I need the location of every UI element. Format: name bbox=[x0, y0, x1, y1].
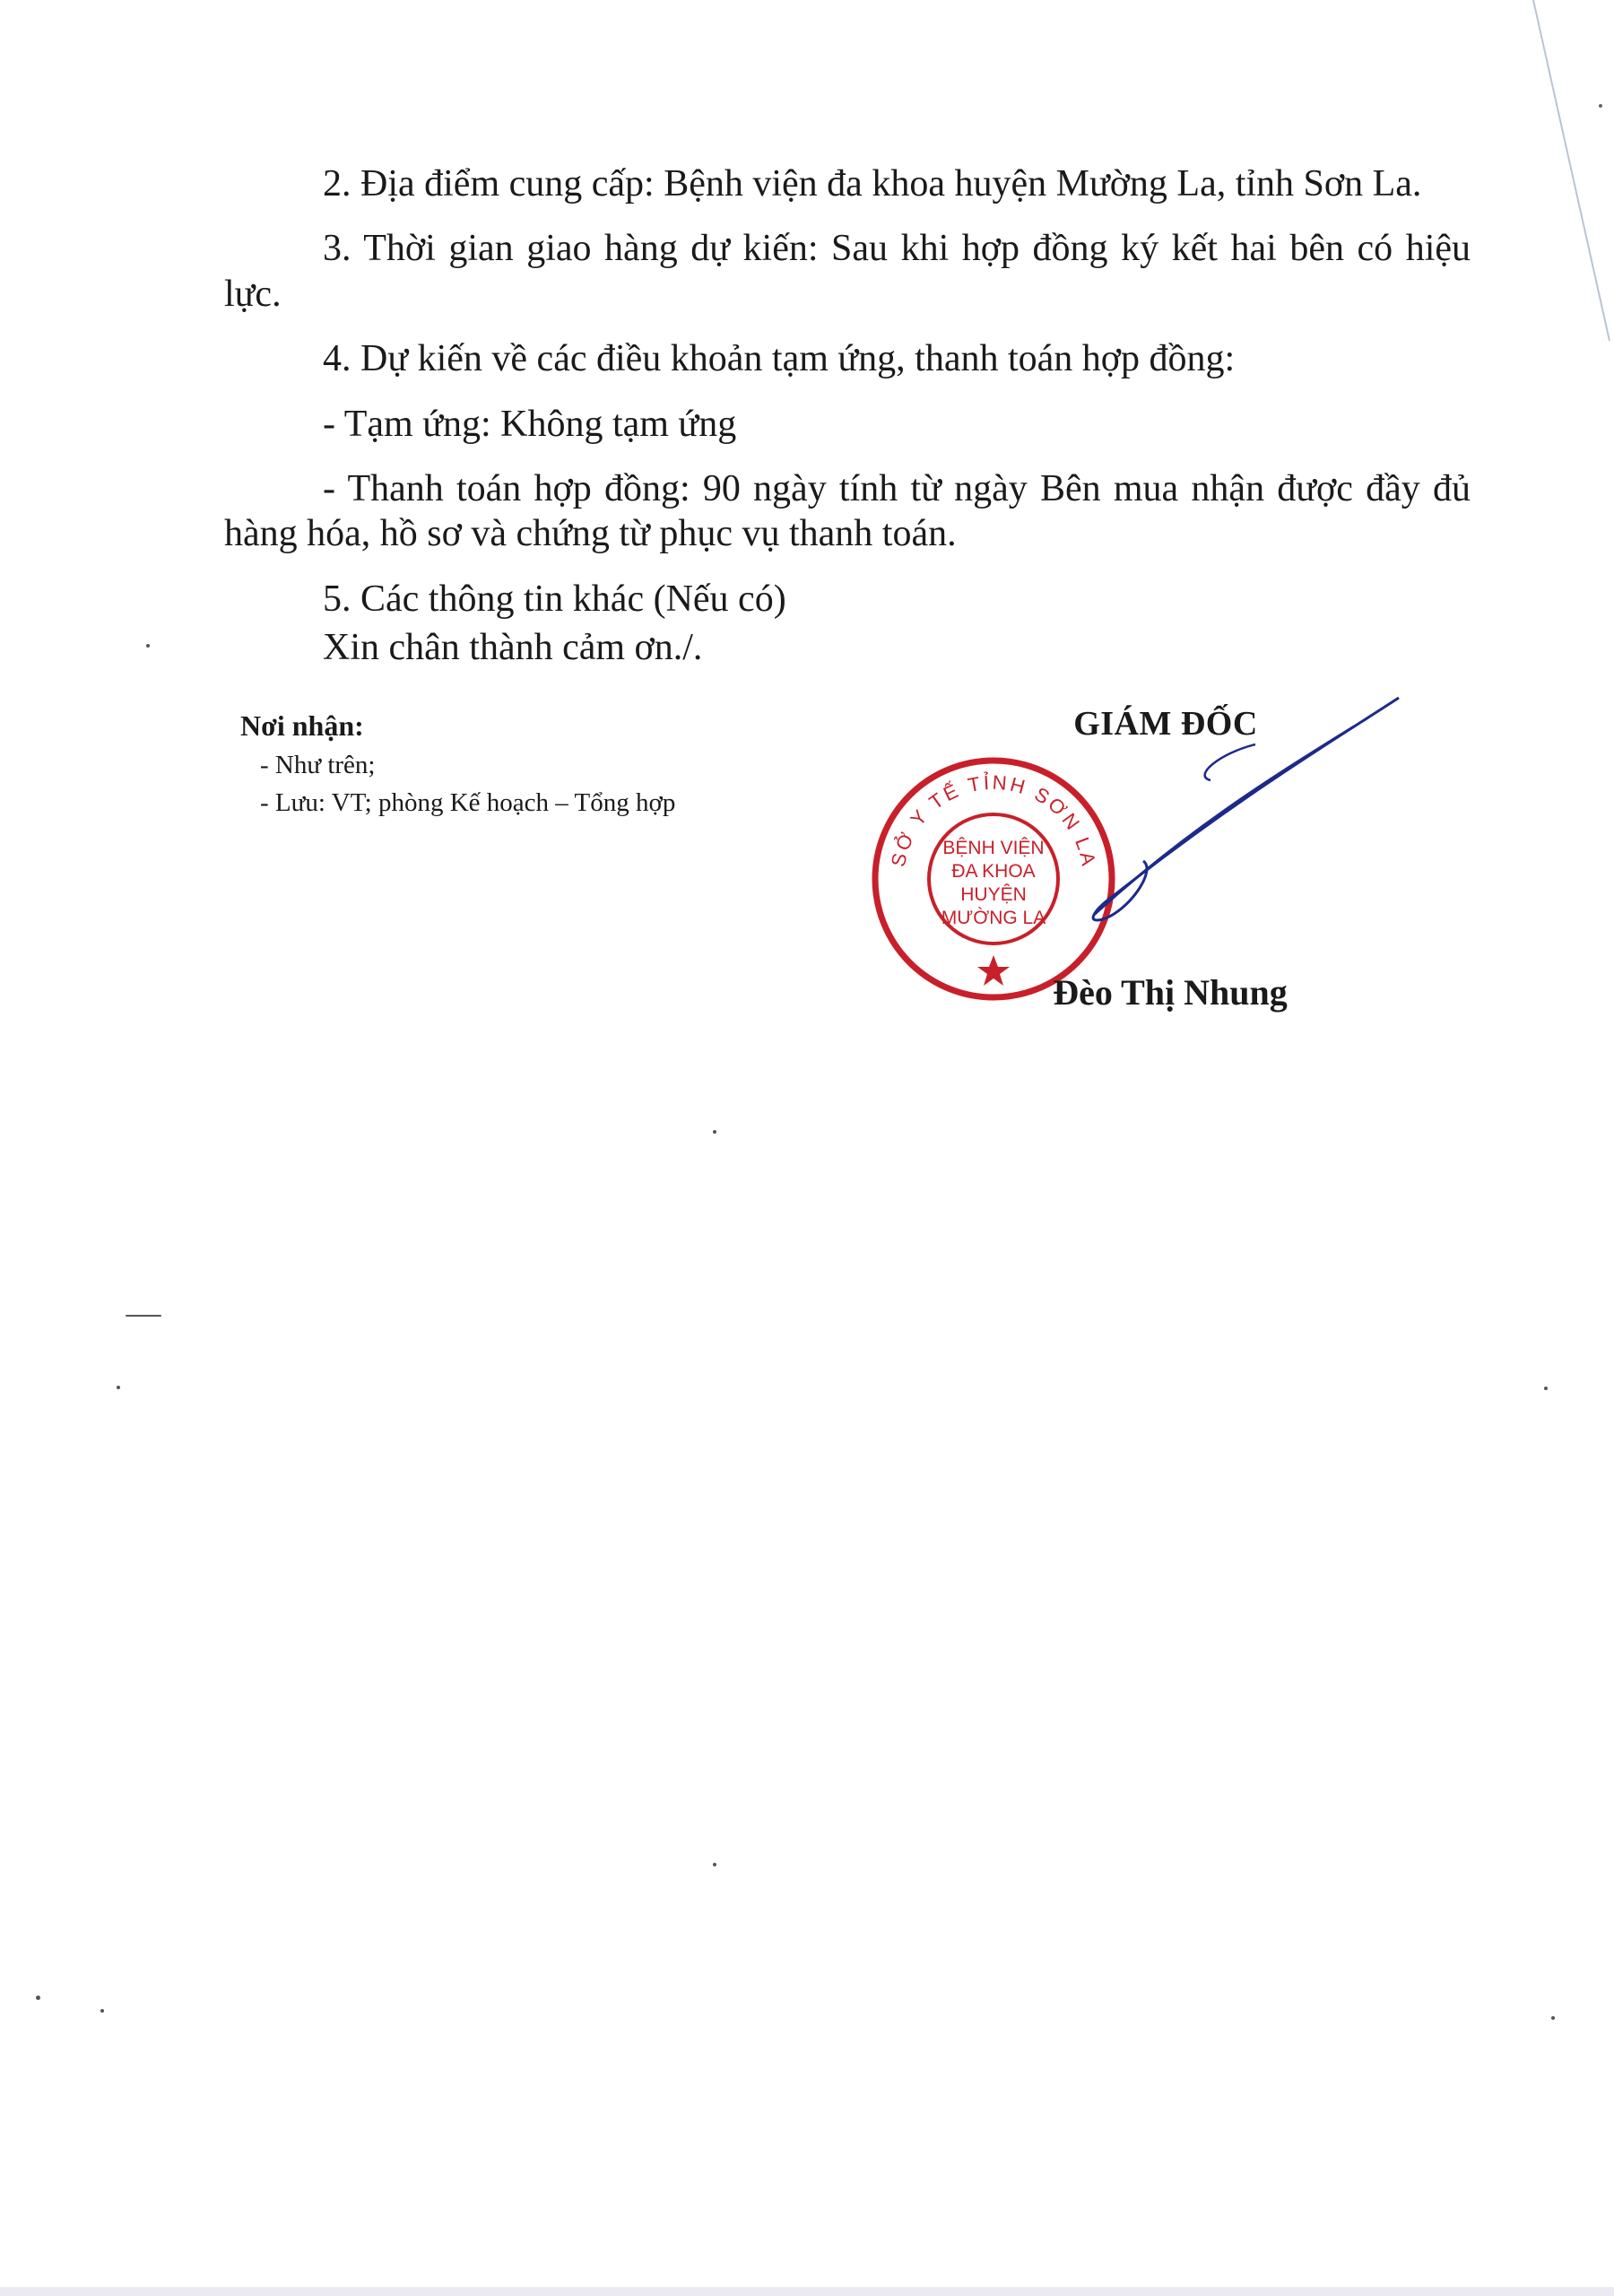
scan-bottom-edge bbox=[0, 2287, 1614, 2296]
letter-body bbox=[224, 161, 1471, 691]
paragraph-advance-payment: - Tạm ứng: Không tạm ứng bbox=[323, 403, 737, 445]
recipient-item: - Như trên; bbox=[260, 751, 376, 780]
paragraph-other-info: 5. Các thông tin khác (Nếu có) bbox=[323, 578, 786, 620]
director-title: GIÁM ĐỐC bbox=[1073, 705, 1258, 743]
scan-speck bbox=[1551, 2016, 1555, 2020]
signer-name: Đèo Thị Nhung bbox=[1053, 972, 1288, 1013]
handwritten-signature bbox=[1058, 691, 1417, 960]
scan-edge-mark bbox=[1515, 0, 1614, 341]
svg-text:HUYỆN: HUYỆN bbox=[960, 884, 1027, 905]
paragraph-thanks: Xin chân thành cảm ơn./. bbox=[323, 627, 703, 669]
paragraph-delivery-time: 3. Thời gian giao hàng dự kiến: Sau khi hợp đồng ký kết hai bên có hiệu lực. bbox=[224, 228, 1471, 315]
paragraph-payment-terms-heading: 4. Dự kiến về các điều khoản tạm ứng, thanh toán hợp đồng: bbox=[323, 338, 1236, 380]
paragraph-delivery-location: 2. Địa điểm cung cấp: Bệnh viện đa khoa huyện Mường La, tỉnh Sơn La. bbox=[323, 163, 1422, 204]
svg-text:ĐA KHOA: ĐA KHOA bbox=[951, 861, 1036, 882]
svg-text:MƯỜNG LA: MƯỜNG LA bbox=[941, 908, 1046, 928]
recipient-item: - Lưu: VT; phòng Kế hoạch – Tổng hợp bbox=[260, 788, 676, 818]
svg-text:SỞ Y TẾ TỈNH SƠN LA: SỞ Y TẾ TỈNH SƠN LA bbox=[886, 770, 1101, 870]
scan-speck bbox=[100, 2009, 104, 2013]
scan-speck bbox=[713, 1130, 716, 1134]
scan-speck bbox=[117, 1386, 120, 1389]
recipients-block bbox=[240, 705, 868, 822]
scan-speck bbox=[36, 1996, 40, 2000]
paragraph-contract-payment: - Thanh toán hợp đồng: 90 ngày tính từ ngày Bên mua nhận được đầy đủ hàng hóa, hồ sơ và chứng từ phục vụ thanh toán. bbox=[224, 467, 1471, 555]
scan-speck bbox=[146, 644, 150, 648]
svg-text:BỆNH VIỆN: BỆNH VIỆN bbox=[942, 838, 1045, 858]
scan-speck bbox=[713, 1863, 716, 1866]
recipients-heading: Nơi nhận: bbox=[240, 709, 364, 742]
scan-speck bbox=[1544, 1387, 1548, 1390]
scan-speck bbox=[126, 1315, 161, 1317]
